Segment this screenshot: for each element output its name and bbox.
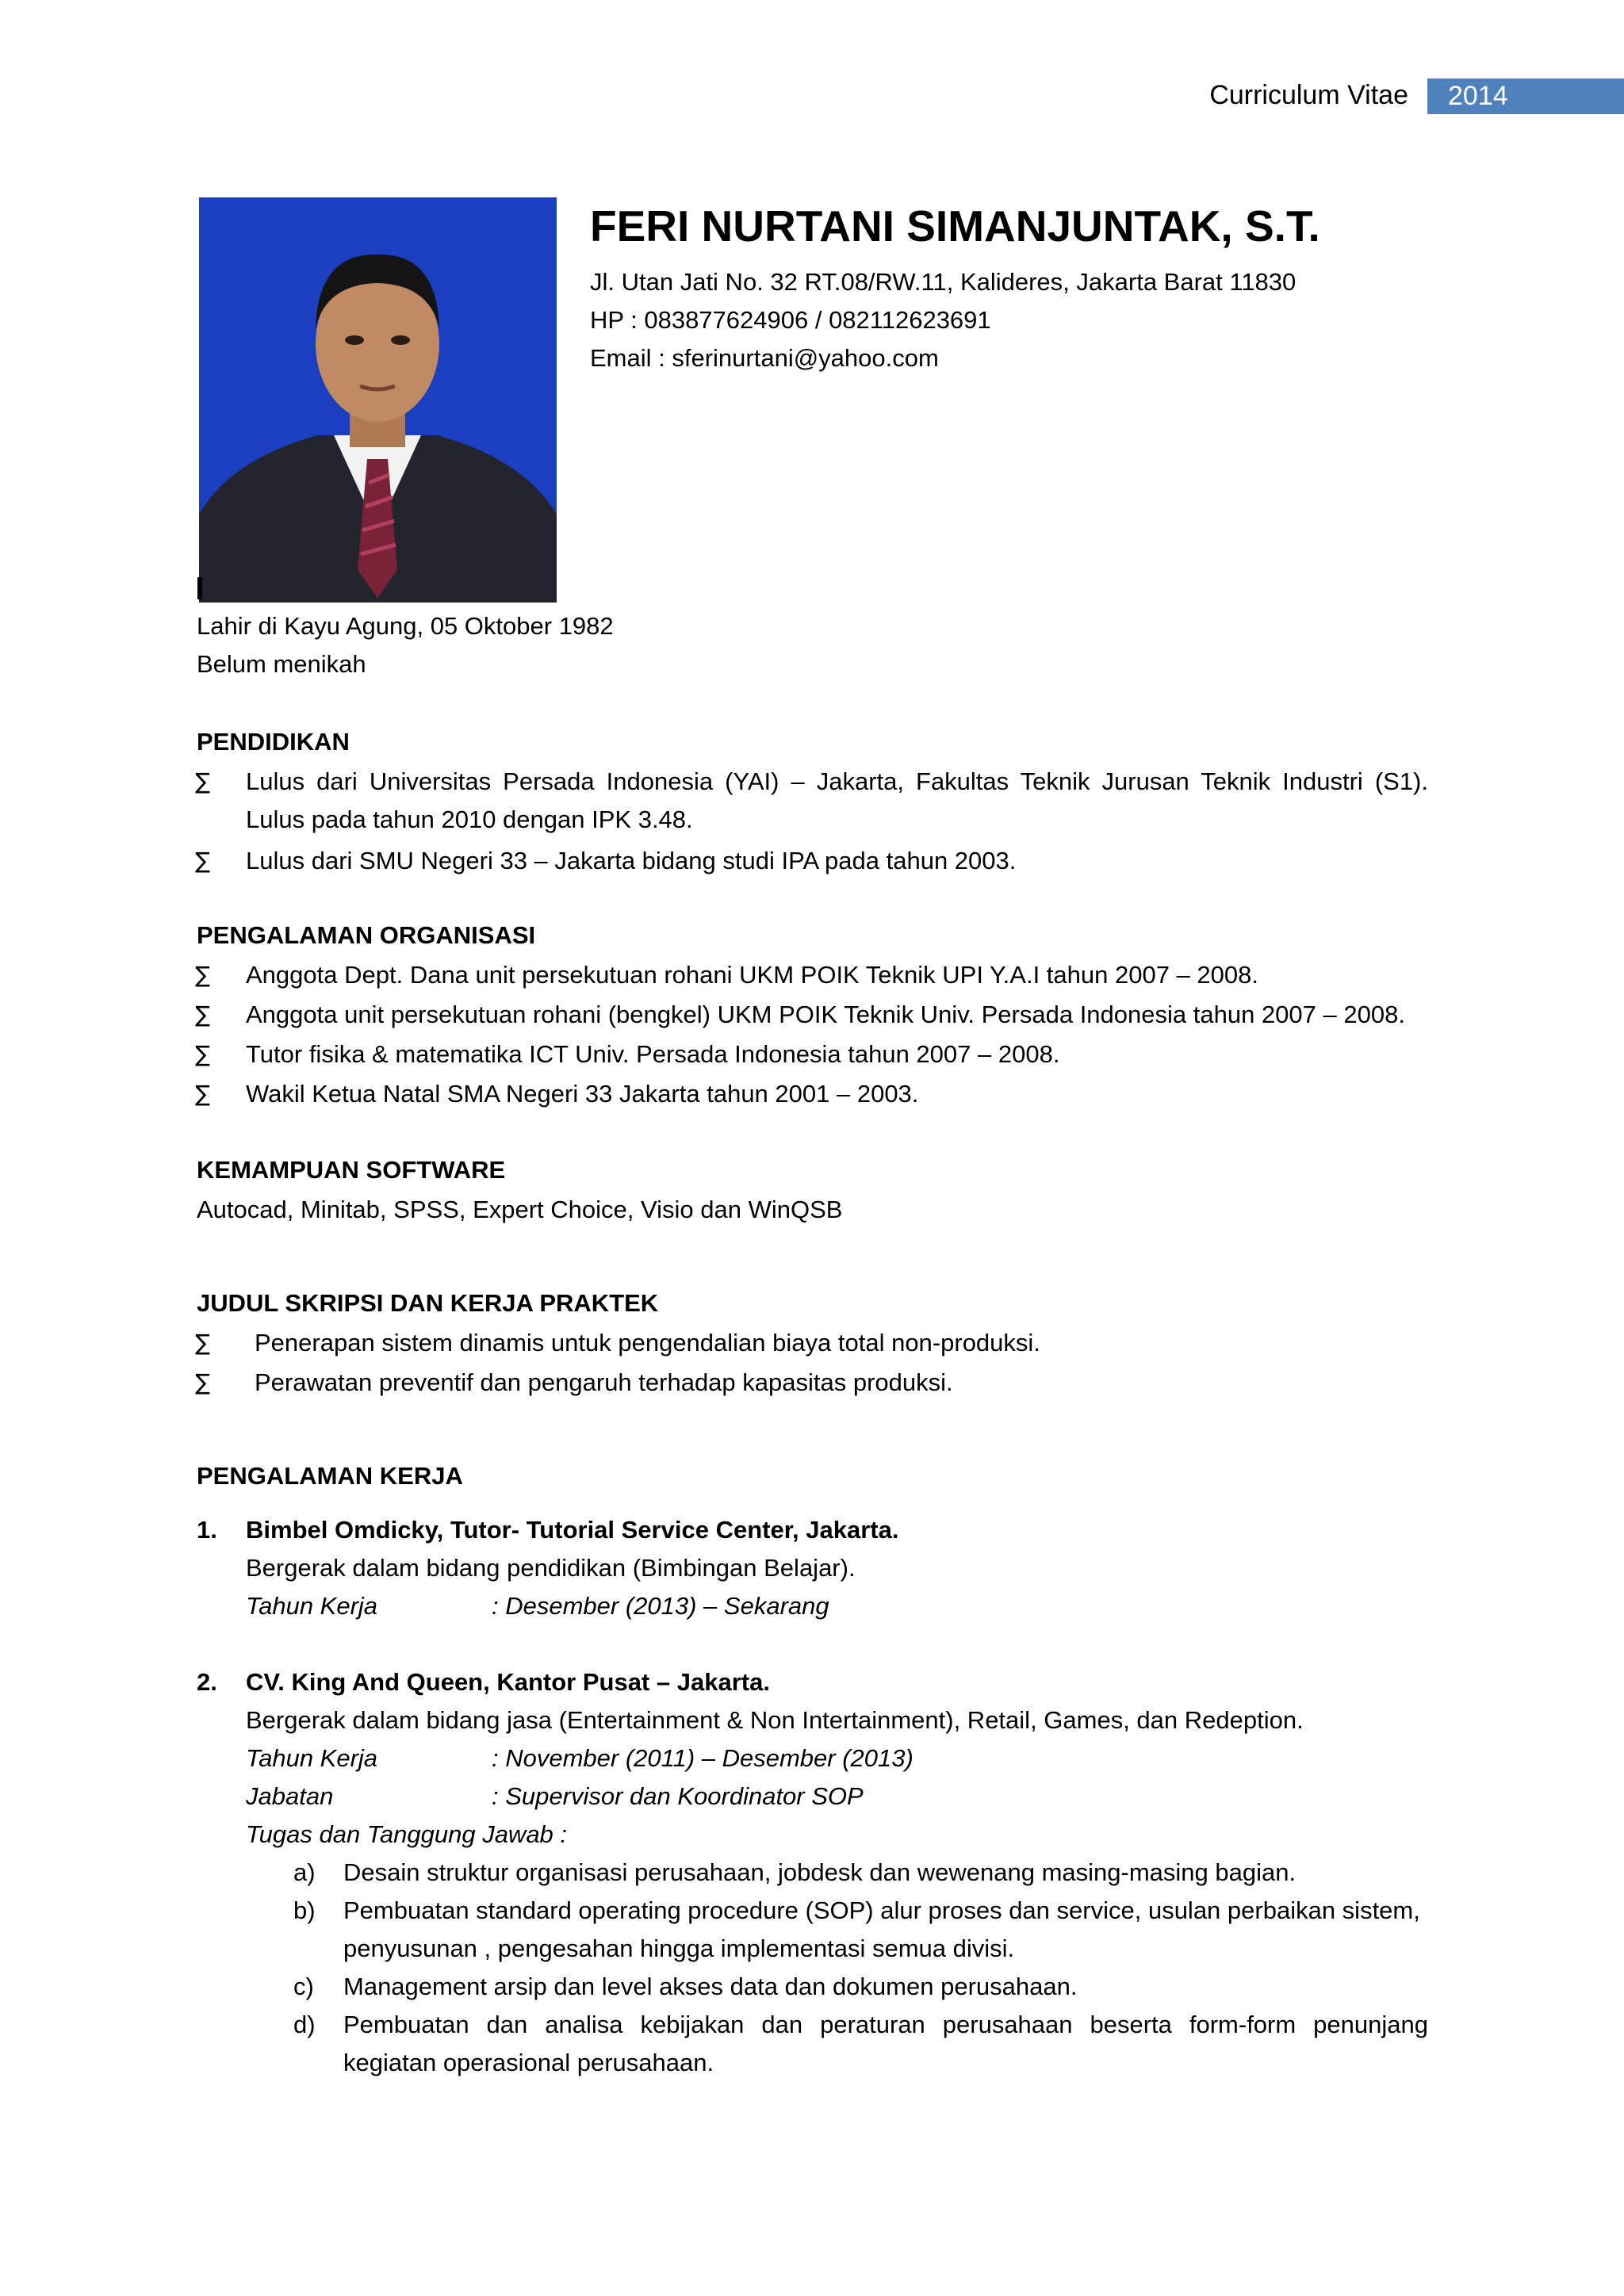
bullet-icon: ∑ — [195, 1369, 210, 1395]
duty-item-cont: penyusunan , pengesahan hingga implementasi semua divisi. — [343, 1934, 1015, 1962]
duty-letter: d) — [293, 2011, 316, 2038]
section-title-education: PENDIDIKAN — [197, 728, 350, 756]
section-title-software: KEMAMPUAN SOFTWARE — [197, 1156, 506, 1184]
candidate-name: FERI NURTANI SIMANJUNTAK, S.T. — [590, 201, 1320, 251]
bullet-icon: ∑ — [195, 848, 210, 874]
software-list: Autocad, Minitab, SPSS, Expert Choice, Visio dan WinQSB — [197, 1196, 843, 1223]
duty-letter: b) — [293, 1896, 316, 1924]
duty-item: Pembuatan dan analisa kebijakan dan peraturan perusahaan beserta form-form penunjang — [343, 2011, 1428, 2038]
section-title-organization: PENGALAMAN ORGANISASI — [197, 921, 536, 949]
job-title: CV. King And Queen, Kantor Pusat – Jakarta. — [246, 1668, 770, 1696]
job-position-label: Jabatan — [246, 1782, 334, 1810]
duty-item: Desain struktur organisasi perusahaan, jobdesk dan wewenang masing-masing bagian. — [343, 1858, 1297, 1886]
education-item: Lulus dari Universitas Persada Indonesia (YAI) – Jakarta, Fakultas Teknik Jurusan Teknik Industri (S1). — [246, 767, 1428, 795]
job-description: Bergerak dalam bidang jasa (Entertainment & Non Intertainment), Retail, Games, dan Redeption. — [246, 1706, 1304, 1734]
bullet-icon: ∑ — [195, 1330, 210, 1356]
job-year-value: : Desember (2013) – Sekarang — [492, 1592, 829, 1620]
job-title: Bimbel Omdicky, Tutor- Tutorial Service Center, Jakarta. — [246, 1516, 899, 1544]
education-item-cont: Lulus pada tahun 2010 dengan IPK 3.48. — [246, 806, 693, 833]
organization-item: Tutor fisika & matematika ICT Univ. Persada Indonesia tahun 2007 – 2008. — [246, 1040, 1060, 1068]
address: Jl. Utan Jati No. 32 RT.08/RW.11, Kalideres, Jakarta Barat 11830 — [590, 268, 1297, 296]
section-title-thesis: JUDUL SKRIPSI DAN KERJA PRAKTEK — [197, 1289, 659, 1317]
header-label: Curriculum Vitae — [1209, 80, 1408, 110]
duty-item-cont: kegiatan operasional perusahaan. — [343, 2049, 714, 2076]
organization-item: Anggota unit persekutuan rohani (bengkel) UKM POIK Teknik Univ. Persada Indonesia tahun 2007 – 2008. — [246, 1001, 1405, 1028]
marital-status: Belum menikah — [197, 650, 366, 678]
bullet-icon: ∑ — [195, 1041, 210, 1067]
organization-item: Anggota Dept. Dana unit persekutuan rohani UKM POIK Teknik UPI Y.A.I tahun 2007 – 2008. — [246, 961, 1258, 989]
email: Email : sferinurtani@yahoo.com — [590, 344, 939, 372]
duty-letter: a) — [293, 1858, 316, 1886]
birth-info: Lahir di Kayu Agung, 05 Oktober 1982 — [197, 612, 614, 640]
duty-letter: c) — [293, 1973, 314, 2000]
education-item: Lulus dari SMU Negeri 33 – Jakarta bidang studi IPA pada tahun 2003. — [246, 847, 1017, 874]
duty-item: Management arsip dan level akses data dan dokumen perusahaan. — [343, 1973, 1078, 2000]
job-year-value: : November (2011) – Desember (2013) — [492, 1744, 914, 1772]
job-year-label: Tahun Kerja — [246, 1592, 378, 1620]
job-year-label: Tahun Kerja — [246, 1744, 378, 1772]
bullet-icon: ∑ — [195, 1001, 210, 1027]
job-number: 1. — [197, 1516, 217, 1544]
header-year: 2014 — [1448, 81, 1508, 111]
job-description: Bergerak dalam bidang pendidikan (Bimbingan Belajar). — [246, 1554, 856, 1582]
bullet-icon: ∑ — [195, 1081, 210, 1107]
duty-item: Pembuatan standard operating procedure (SOP) alur proses dan service, usulan perbaikan sistem, — [343, 1896, 1420, 1924]
bullet-icon: ∑ — [195, 962, 210, 988]
job-number: 2. — [197, 1668, 217, 1696]
profile-photo — [199, 197, 557, 603]
organization-item: Wakil Ketua Natal SMA Negeri 33 Jakarta tahun 2001 – 2003. — [246, 1080, 919, 1108]
job-position-value: : Supervisor dan Koordinator SOP — [492, 1782, 864, 1810]
thesis-item: Perawatan preventif dan pengaruh terhadap kapasitas produksi. — [255, 1368, 953, 1396]
section-title-work: PENGALAMAN KERJA — [197, 1462, 463, 1490]
thesis-item: Penerapan sistem dinamis untuk pengendalian biaya total non-produksi. — [255, 1329, 1040, 1357]
phone: HP : 083877624906 / 082112623691 — [590, 306, 991, 334]
photo-corner-mark — [197, 577, 202, 599]
job-duties-label: Tugas dan Tanggung Jawab : — [246, 1820, 568, 1848]
bullet-icon: ∑ — [195, 768, 210, 794]
